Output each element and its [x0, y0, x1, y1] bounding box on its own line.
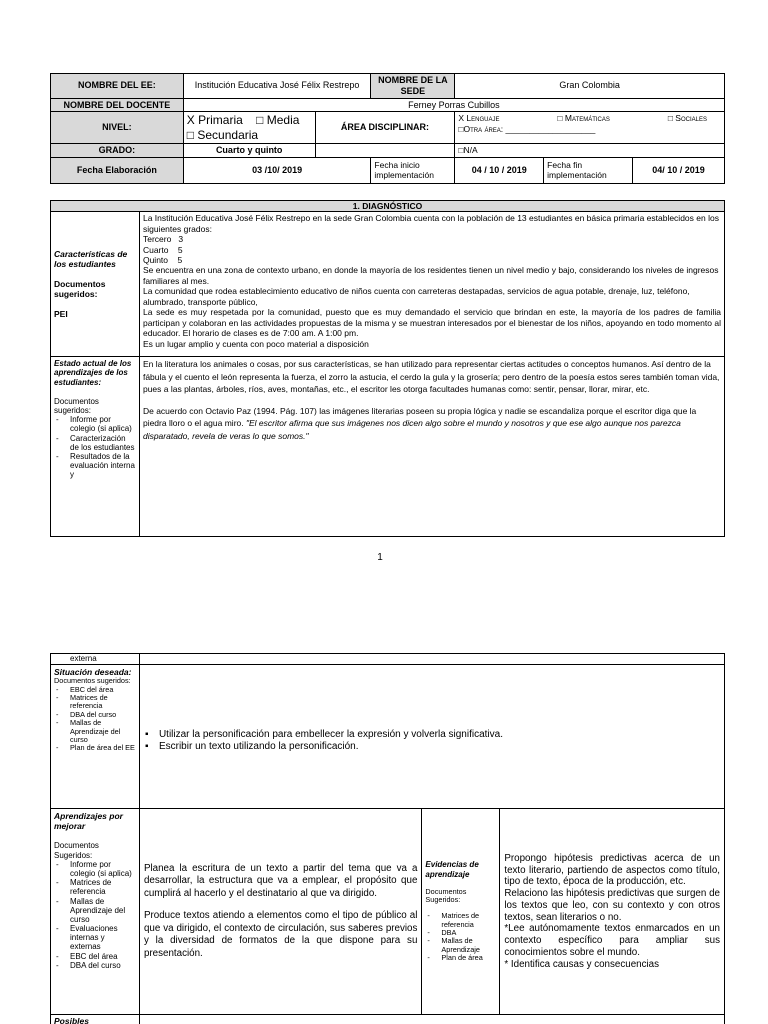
area-options	[455, 112, 725, 144]
pei-label: PEI	[54, 309, 68, 320]
evidencias-p2: Relaciono las hipótesis predictivas que surgen de los textos que leo, con su contexto y con otros textos, sean literarios o no.	[504, 888, 720, 923]
estado-docs-list	[54, 415, 136, 479]
caracteristicas-label: Características de los estudiantes	[54, 248, 128, 269]
fecha-elab-value: 03 /10/ 2019	[183, 157, 371, 183]
area-label: ÁREA DISCIPLINAR:	[315, 112, 455, 144]
list-item: - Matrices de referencia	[425, 912, 496, 929]
fecha-inicio-label: Fecha inicio implementación	[371, 157, 455, 183]
list-item: - DBA del curso	[54, 961, 136, 970]
aprendizajes-p1: Planea la escritura de un texto a partir del tema que va a desarrollar, la estructura que va a emplear, el propósito que cumplirá al hacerlo y el destinatario al que va dirigido.	[143, 862, 418, 899]
evidencias-p4: * Identifica causas y consecuencias	[504, 958, 660, 970]
list-item: - Evaluaciones internas y externas	[54, 924, 136, 952]
sede-value: Gran Colombia	[455, 74, 725, 99]
caracteristicas-p4: La sede es muy respetada por la comunidad, puesto que es muy demandado el servicio que brindan en este, la mayoría de los padres de familia participan y colaboran en las actividades propuestas de la misma y se muestran interesados por el bienestar de los niños, apoyando en todo momento al educador. El horario de clases es de 7:00 am. A 1:00 pm.	[142, 307, 721, 339]
sede-label: NOMBRE DE LA SEDE	[371, 74, 455, 99]
evidencias-label: Evidencias de aprendizaje	[425, 860, 479, 879]
evidencias-docs-label: Documentos Sugeridos:	[425, 886, 467, 904]
externa-cell	[51, 654, 140, 665]
estado-p1: En la literatura los animales o cosas, por sus características, se han utilizado para representar ciertas actitudes o conceptos humanos. Así dentro de la fábula y el cuento el león representa la fuerza, el zorro la astucia, el cerdo la gula y la grosería; pero dentro de la poesía estos seres también toman vida, pues a las plantas, árboles, ríos, aves, montañas, etc., el escritor les otorga facultades humanas como: sentir, pensar, llorar, mirar, etc.	[142, 359, 720, 394]
externa-text: externa	[70, 654, 97, 664]
list-item: - DBA del curso	[54, 711, 136, 719]
list-item: - EBC del área	[54, 952, 136, 961]
list-item: - Caracterización de los estudiantes	[54, 434, 136, 452]
list-item: - Informe por colegio (si aplica)	[54, 860, 136, 878]
estado-label: Estado actual de los aprendizajes de los estudiantes:	[54, 359, 132, 387]
estado-p2-normal: De acuerdo con Octavio Paz (1994. Pág. 107) las imágenes literarias poseen su propia lógica y nadie se escandaliza porque el escritor diga que la piedra lloro o el agua miro.	[142, 406, 697, 429]
nivel-media: □ Media	[256, 113, 300, 128]
page2-table	[50, 653, 725, 1024]
diagnostico-table	[50, 200, 725, 537]
aprendizajes-cell	[51, 809, 140, 1015]
list-item: - Mallas de Aprendizaje del curso	[54, 897, 136, 925]
evidencias-cell	[422, 809, 500, 1015]
aprendizajes-p2: Produce textos atiendo a elementos como el tipo de público al que va dirigido, el contexto de circulación, sus saberes previos y la diversidad de formatos de la que dispone para su presentación.	[143, 910, 418, 959]
list-item: - Matrices de referencia	[54, 694, 136, 711]
situacion-label: Situación deseada:	[54, 667, 132, 677]
estado-text	[139, 357, 724, 537]
area-otra: □Otra área: ___________________	[458, 123, 596, 134]
nivel-secundaria: □ Secundaria	[186, 127, 259, 142]
list-item: ▪ Escribir un texto utilizando la personificación.	[143, 741, 721, 753]
nivel-label: NIVEL:	[51, 112, 184, 144]
fecha-fin-label: Fecha fin implementación	[544, 157, 633, 183]
situacion-docs-list	[54, 686, 136, 753]
caracteristicas-cell	[51, 212, 140, 357]
situacion-list	[143, 729, 721, 753]
nivel-primaria: X Primaria	[186, 113, 243, 128]
situacion-cell	[51, 665, 140, 809]
situacion-docs-label: Documentos sugeridos:	[54, 676, 131, 686]
header-table	[50, 73, 725, 184]
list-item: - Informe por colegio (si aplica)	[54, 415, 136, 433]
caracteristicas-p5: Es un lugar amplio y cuenta con poco material a disposición	[142, 338, 369, 349]
area-lenguaje: X Lenguaje	[458, 113, 500, 124]
nombre-ee-label: NOMBRE DEL EE:	[51, 74, 184, 99]
caracteristicas-p3: La comunidad que rodea establecimiento educativo de niños cuenta con carreteras destapadas, servicios de agua potable, drenaje, luz, teléfono, alumbrado, transporte público,	[142, 286, 690, 307]
fecha-elab-label: Fecha Elaboración	[51, 157, 184, 183]
posibles-label: Posibles	[54, 1016, 89, 1024]
aprendizajes-label: Aprendizajes por mejorar	[54, 811, 123, 832]
situacion-text	[139, 665, 724, 809]
fecha-inicio-value: 04 / 10 / 2019	[455, 157, 544, 183]
docente-label: NOMBRE DEL DOCENTE	[51, 98, 184, 112]
page-number: 1	[377, 552, 383, 563]
grado-quinto: Quinto 5	[142, 255, 183, 265]
nombre-ee-value: Institución Educativa José Félix Restrepo	[183, 74, 371, 99]
list-item: - Plan de área del EE	[54, 744, 136, 752]
area-na: □N/A	[455, 144, 725, 158]
area-matematicas: □ Matemáticas	[557, 113, 610, 124]
caracteristicas-p1: La Institución Educativa José Félix Restrepo en la sede Gran Colombia cuenta con la población de 13 estudiantes en básica primaria establecidos en los siguientes grados:	[142, 213, 719, 234]
evidencias-text	[500, 809, 725, 1015]
list-item: - Mallas de Aprendizaje	[425, 937, 496, 954]
area-sociales: □ Sociales	[667, 113, 707, 124]
list-item: - EBC del área	[54, 686, 136, 694]
aprendizajes-docs-label: Documentos Sugeridos:	[54, 841, 99, 860]
list-item: ▪ Utilizar la personificación para embellecer la expresión y volverla significativa.	[143, 729, 721, 741]
caracteristicas-p2: Se encuentra en una zona de contexto urbano, en donde la mayoría de los residentes tienen un nivel medio y bajo, considerando los niveles de ingresos familiares al mes.	[142, 265, 719, 286]
list-item: - Plan de área	[425, 954, 496, 962]
estado-p2-quote: "El escritor afirma que sus imágenes nos dicen algo sobre el mundo y nosotros y que ese algo aunque nos parezca disparatado, revela de veras lo que somos."	[142, 418, 681, 441]
caracteristicas-text	[139, 212, 724, 357]
aprendizajes-docs-list	[54, 860, 136, 970]
evidencias-p1: Propongo hipótesis predictivas acerca de un texto literario, partiendo de aspectos como título, tipo de texto, época de la producción, etc.	[504, 852, 720, 888]
docente-value: Ferney Porras Cubillos	[183, 98, 724, 112]
grado-tercero: Tercero 3	[142, 234, 184, 245]
list-item: - Matrices de referencia	[54, 878, 136, 896]
evidencias-p3: *Lee autónomamente textos enmarcados en un contexto específico para ampliar sus conocimientos sobre el mundo.	[504, 923, 720, 958]
estado-cell	[51, 357, 140, 537]
list-item: - DBA	[425, 929, 496, 937]
list-item: - Resultados de la evaluación interna y	[54, 452, 136, 480]
nivel-options	[183, 112, 315, 144]
posibles-cell	[51, 1015, 140, 1024]
grado-value: Cuarto y quinto	[183, 144, 315, 158]
list-item: - Mallas de Aprendizaje del curso	[54, 719, 136, 744]
fecha-fin-value: 04/ 10 / 2019	[633, 157, 725, 183]
aprendizajes-text	[139, 809, 421, 1015]
estado-docs-label: Documentos sugeridos:	[54, 396, 99, 415]
grado-label: GRADO:	[51, 144, 184, 158]
estado-p2	[143, 405, 721, 442]
documentos-label: Documentos sugeridos:	[54, 279, 106, 300]
grado-cuarto: Cuarto 5	[142, 244, 183, 255]
evidencias-docs-list	[425, 912, 496, 962]
diagnostico-title: 1. DIAGNÓSTICO	[51, 201, 725, 212]
